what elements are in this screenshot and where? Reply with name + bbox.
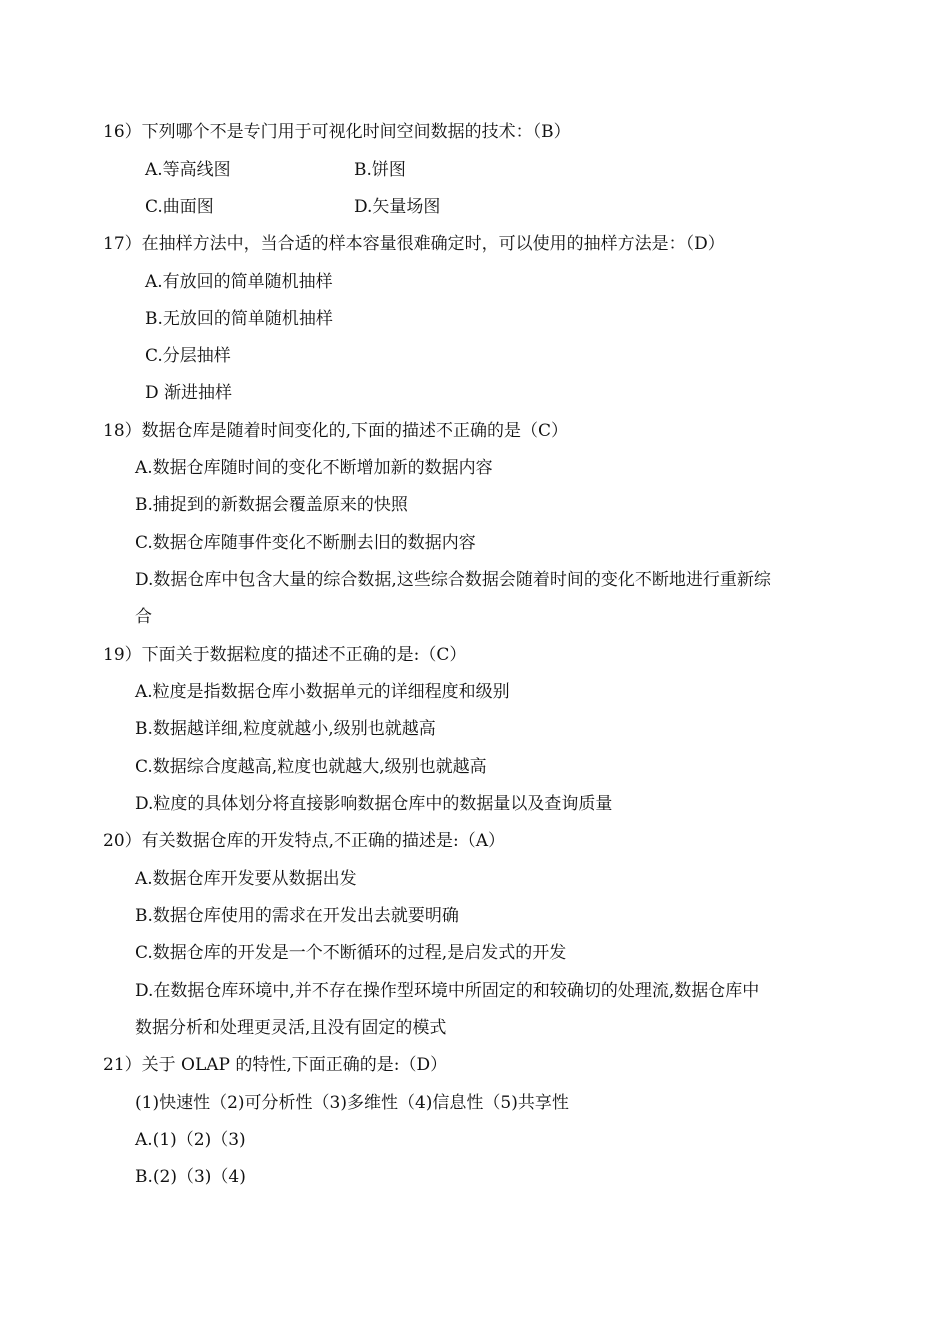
q16-option-b: B.饼图 <box>354 160 406 180</box>
q16-option-d: D.矢量场图 <box>354 197 441 217</box>
q19-option-b: B.数据越详细,粒度就越小,级别也就越高 <box>135 719 436 739</box>
q16-option-c: C.曲面图 <box>145 197 214 217</box>
q18-option-a: A.数据仓库随时间的变化不断增加新的数据内容 <box>135 458 493 478</box>
question-16: 16）下列哪个不是专门用于可视化时间空间数据的技术：（B） <box>103 122 571 142</box>
q20-option-d-cont: 数据分析和处理更灵活,且没有固定的模式 <box>135 1018 447 1038</box>
q17-option-a: A.有放回的简单随机抽样 <box>145 272 333 292</box>
q19-option-c: C.数据综合度越高,粒度也就越大,级别也就越高 <box>135 757 487 777</box>
question-17: 17）在抽样方法中，当合适的样本容量很难确定时，可以使用的抽样方法是：（D） <box>103 234 725 254</box>
q17-option-d: D 渐进抽样 <box>145 383 233 403</box>
q16-option-a: A.等高线图 <box>145 160 231 180</box>
q20-option-b: B.数据仓库使用的需求在开发出去就要明确 <box>135 906 459 926</box>
q18-option-d: D.数据仓库中包含大量的综合数据,这些综合数据会随着时间的变化不断地进行重新综 <box>135 570 771 590</box>
q21-option-a: A.(1)（2)（3) <box>135 1130 246 1150</box>
q20-option-c: C.数据仓库的开发是一个不断循环的过程,是启发式的开发 <box>135 943 567 963</box>
question-18: 18）数据仓库是随着时间变化的,下面的描述不正确的是（C） <box>103 421 569 441</box>
q21-option-b: B.(2)（3)（4) <box>135 1167 246 1187</box>
q18-option-c: C.数据仓库随事件变化不断删去旧的数据内容 <box>135 533 476 553</box>
q18-option-b: B.捕捉到的新数据会覆盖原来的快照 <box>135 495 408 515</box>
q17-option-c: C.分层抽样 <box>145 346 231 366</box>
q21-properties-list: (1)快速性（2)可分析性（3)多维性（4)信息性（5)共享性 <box>135 1093 569 1113</box>
question-19: 19）下面关于数据粒度的描述不正确的是:（C） <box>103 645 467 665</box>
q17-option-b: B.无放回的简单随机抽样 <box>145 309 333 329</box>
q20-option-a: A.数据仓库开发要从数据出发 <box>135 869 357 889</box>
q20-option-d: D.在数据仓库环境中,并不存在操作型环境中所固定的和较确切的处理流,数据仓库中 <box>135 981 760 1001</box>
q19-option-d: D.粒度的具体划分将直接影响数据仓库中的数据量以及查询质量 <box>135 794 613 814</box>
q19-option-a: A.粒度是指数据仓库小数据单元的详细程度和级别 <box>135 682 510 702</box>
question-21: 21）关于 OLAP 的特性,下面正确的是:（D） <box>103 1055 448 1075</box>
question-20: 20）有关数据仓库的开发特点,不正确的描述是:（A） <box>103 831 506 851</box>
q18-option-d-cont: 合 <box>135 607 152 627</box>
